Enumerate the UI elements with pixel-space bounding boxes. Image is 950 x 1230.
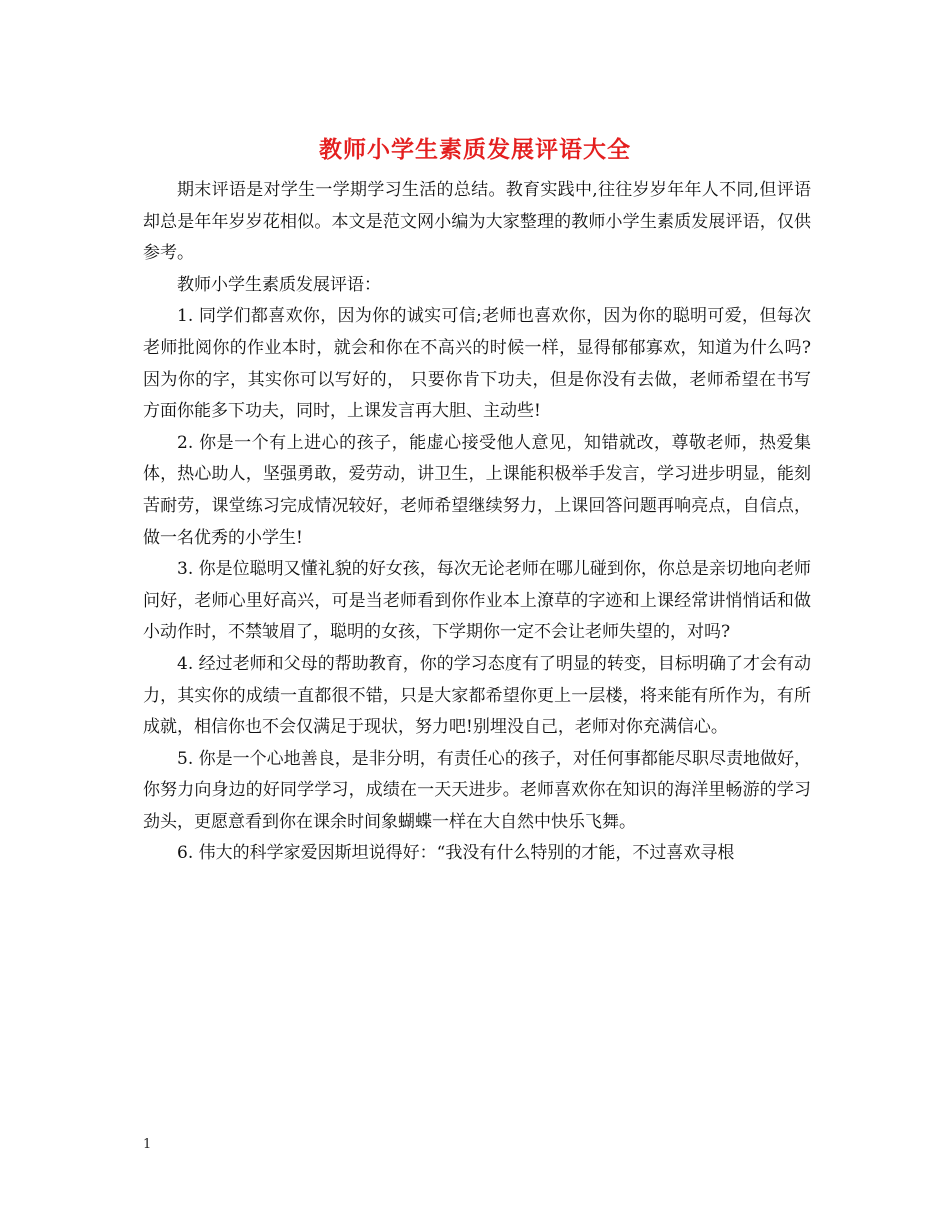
comment-paragraph-4: 4. 经过老师和父母的帮助教育，你的学习态度有了明显的转变，目标明确了才会有动力，其实你的成绩一直都很不错，只是大家都希望你更上一层楼，将来能有所作为，有所成就，相信你也不会仅满足于现状，努力吧!别埋没自己，老师对你充满信心。	[143, 653, 811, 738]
comment-paragraph-6: 6. 伟大的科学家爱因斯坦说得好：“我没有什么特别的才能，不过喜欢寻根	[177, 843, 735, 864]
document-body	[143, 175, 811, 870]
section-heading: 教师小学生素质发展评语：	[177, 274, 381, 295]
intro-paragraph: 期末评语是对学生一学期学习生活的总结。教育实践中,往往岁岁年年人不同,但评语却总是年年岁岁花相似。本文是范文网小编为大家整理的教师小学生素质发展评语，仅供参考。	[143, 180, 811, 264]
page-number: 1	[143, 1137, 152, 1152]
comment-paragraph-1: 1. 同学们都喜欢你，因为你的诚实可信;老师也喜欢你，因为你的聪明可爱，但每次老师批阅你的作业本时，就会和你在不高兴的时候一样，显得郁郁寡欢，知道为什么吗?因为你的字，其实你可以写好的， 只要你肯下功夫，但是你没有去做，老师希望在书写方面你能多下功夫，同时，上课发言再大胆、主动些!	[143, 306, 811, 422]
comment-paragraph-2: 2. 你是一个有上进心的孩子，能虚心接受他人意见，知错就改，尊敬老师，热爱集体，热心助人，坚强勇敢，爱劳动，讲卫生，上课能积极举手发言，学习进步明显，能刻苦耐劳，课堂练习完成情况较好，老师希望继续努力，上课回答问题再响亮点，自信点，做一名优秀的小学生!	[143, 432, 811, 548]
comment-paragraph-5: 5. 你是一个心地善良，是非分明，有责任心的孩子，对任何事都能尽职尽责地做好，你努力向身边的好同学学习，成绩在一天天进步。老师喜欢你在知识的海洋里畅游的学习劲头，更愿意看到你在课余时间象蝴蝶一样在大自然中快乐飞舞。	[143, 748, 811, 832]
document-title: 教师小学生素质发展评语大全	[319, 137, 631, 163]
comment-paragraph-3: 3. 你是位聪明又懂礼貌的好女孩，每次无论老师在哪儿碰到你，你总是亲切地向老师问好，老师心里好高兴，可是当老师看到你作业本上潦草的字迹和上课经常讲悄悄话和做小动作时，不禁皱眉了，聪明的女孩，下学期你一定不会让老师失望的，对吗?	[143, 559, 811, 643]
